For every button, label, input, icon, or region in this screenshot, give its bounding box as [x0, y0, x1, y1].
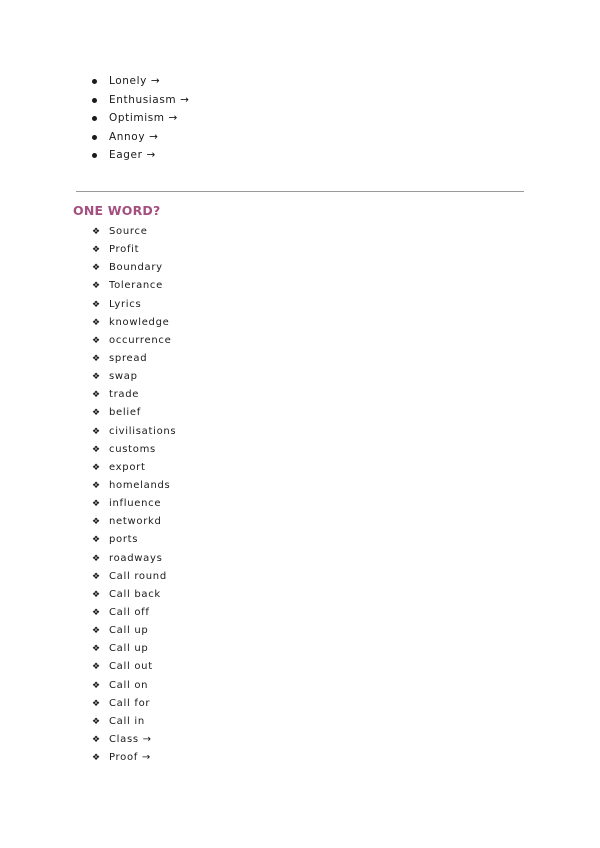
section-divider: [76, 191, 524, 192]
list-item: [0, 513, 176, 531]
list-item-text: spread: [109, 352, 148, 364]
list-item-text: Boundary: [109, 262, 163, 274]
list-item: [0, 368, 176, 386]
diamond-bullet-icon: ❖: [92, 335, 101, 346]
diamond-bullet-icon: ❖: [92, 299, 101, 310]
list-item: [0, 128, 190, 147]
list-item: [0, 622, 176, 640]
one-word-list: [0, 223, 176, 767]
list-item: [0, 568, 176, 586]
list-item: [0, 332, 176, 350]
list-item: [0, 531, 176, 549]
emotion-word-list: [0, 72, 190, 165]
list-item-text: Lyrics: [109, 298, 142, 310]
list-item-text: swap: [109, 371, 138, 383]
list-item-text: trade: [109, 389, 140, 401]
list-item: [0, 314, 176, 332]
list-item: [0, 404, 176, 422]
list-item: [0, 713, 176, 731]
diamond-bullet-icon: ❖: [92, 607, 101, 618]
list-item: [0, 259, 176, 277]
bullet-dot-icon: [92, 153, 97, 158]
diamond-bullet-icon: ❖: [92, 227, 101, 237]
diamond-bullet-icon: ❖: [92, 589, 101, 600]
list-item-text: Call out: [109, 661, 153, 673]
diamond-bullet-icon: ❖: [92, 390, 101, 401]
list-item: [0, 658, 176, 676]
list-item-text: networkd: [109, 516, 162, 528]
bullet-dot-icon: [92, 135, 97, 140]
list-item: [0, 223, 176, 241]
diamond-bullet-icon: ❖: [92, 626, 101, 637]
diamond-bullet-icon: ❖: [92, 444, 101, 455]
list-item-text: ports: [109, 534, 139, 546]
list-item-text: Call on: [109, 679, 149, 691]
list-item-text: Enthusiasm →: [109, 93, 190, 106]
list-item: [0, 277, 176, 295]
diamond-bullet-icon: ❖: [92, 281, 101, 292]
list-item-text: Call up: [109, 625, 149, 637]
list-item: [0, 441, 176, 459]
list-item-text: Call up: [109, 643, 149, 655]
diamond-bullet-icon: ❖: [92, 462, 101, 473]
list-item: [0, 146, 190, 165]
list-item: [0, 640, 176, 658]
list-item: [0, 749, 176, 767]
diamond-bullet-icon: ❖: [92, 571, 101, 582]
diamond-bullet-icon: ❖: [92, 353, 101, 364]
list-item-text: Source: [109, 226, 148, 237]
list-item-text: belief: [109, 407, 141, 419]
diamond-bullet-icon: ❖: [92, 753, 101, 764]
bullet-dot-icon: [92, 98, 97, 103]
list-item-text: Call round: [109, 570, 167, 582]
diamond-bullet-icon: ❖: [92, 644, 101, 655]
list-item: [0, 495, 176, 513]
list-item-text: customs: [109, 443, 156, 455]
diamond-bullet-icon: ❖: [92, 662, 101, 673]
list-item: [0, 695, 176, 713]
list-item-text: Call in: [109, 715, 145, 727]
bullet-dot-icon: [92, 116, 97, 121]
diamond-bullet-icon: ❖: [92, 698, 101, 709]
list-item: [0, 459, 176, 477]
diamond-bullet-icon: ❖: [92, 245, 101, 256]
list-item-text: roadways: [109, 552, 163, 564]
diamond-bullet-icon: ❖: [92, 499, 101, 510]
diamond-bullet-icon: ❖: [92, 734, 101, 745]
list-item: [0, 72, 190, 91]
list-item-text: homelands: [109, 479, 171, 491]
diamond-bullet-icon: ❖: [92, 263, 101, 274]
diamond-bullet-icon: ❖: [92, 680, 101, 691]
list-item-text: Call back: [109, 588, 161, 600]
list-item-text: knowledge: [109, 316, 170, 328]
diamond-bullet-icon: ❖: [92, 426, 101, 437]
diamond-bullet-icon: ❖: [92, 535, 101, 546]
list-item: [0, 241, 176, 259]
list-item-text: Optimism →: [109, 112, 178, 124]
list-item: [0, 423, 176, 441]
list-item-text: civilisations: [109, 425, 177, 437]
list-item-text: Proof →: [109, 752, 151, 764]
bullet-dot-icon: [92, 79, 97, 84]
list-item: [0, 604, 176, 622]
list-item-text: Tolerance: [109, 280, 163, 292]
diamond-bullet-icon: ❖: [92, 517, 101, 528]
diamond-bullet-icon: ❖: [92, 317, 101, 328]
diamond-bullet-icon: ❖: [92, 716, 101, 727]
list-item: [0, 677, 176, 695]
list-item: [0, 550, 176, 568]
list-item-text: Profit: [109, 244, 140, 256]
diamond-bullet-icon: ❖: [92, 553, 101, 564]
list-item-text: Class →: [109, 733, 152, 745]
diamond-bullet-icon: ❖: [92, 480, 101, 491]
list-item: [0, 586, 176, 604]
diamond-bullet-icon: ❖: [92, 372, 101, 383]
section-heading: ONE WORD?: [73, 203, 161, 218]
list-item-text: export: [109, 461, 146, 473]
list-item: [0, 109, 190, 128]
list-item: [0, 296, 176, 314]
diamond-bullet-icon: ❖: [92, 408, 101, 419]
list-item-text: Annoy →: [109, 130, 159, 143]
list-item-text: Call off: [109, 606, 150, 618]
list-item: [0, 477, 176, 495]
list-item-text: Eager →: [109, 149, 156, 161]
list-item-text: Lonely →: [109, 75, 161, 87]
list-item: [0, 386, 176, 404]
list-item: [0, 731, 176, 749]
list-item-text: influence: [109, 498, 162, 510]
list-item: [0, 350, 176, 368]
list-item-text: Call for: [109, 697, 151, 709]
list-item: [0, 91, 190, 110]
list-item-text: occurrence: [109, 334, 172, 346]
